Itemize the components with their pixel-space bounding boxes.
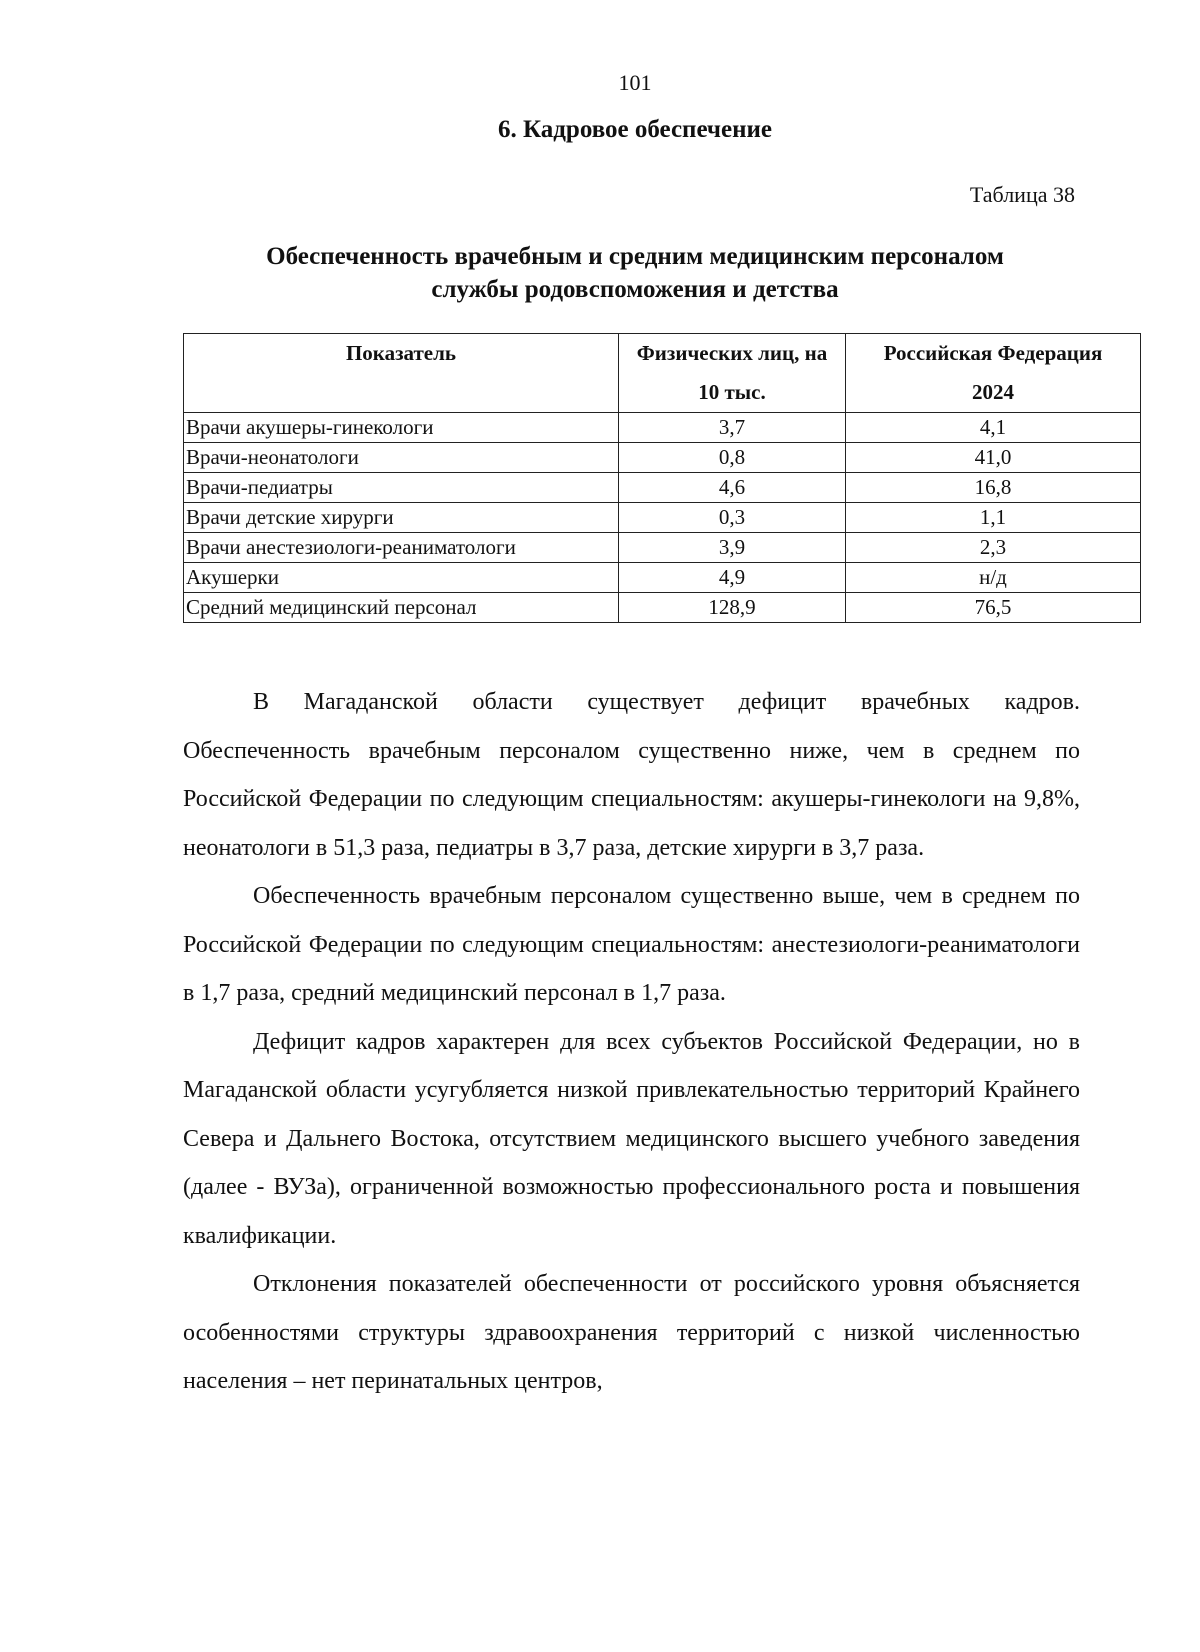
row-indicator-name: Врачи детские хирурги <box>184 503 619 533</box>
row-rf-value: 41,0 <box>846 443 1141 473</box>
row-indicator-name: Врачи акушеры-гинекологи <box>184 413 619 443</box>
table-row <box>184 473 1141 503</box>
row-local-value: 4,9 <box>619 563 846 593</box>
row-rf-value: 76,5 <box>846 593 1141 623</box>
row-local-value: 3,7 <box>619 413 846 443</box>
row-indicator-name: Врачи-неонатологи <box>184 443 619 473</box>
row-rf-value: 16,8 <box>846 473 1141 503</box>
header-indicator-label: Показатель <box>345 341 457 365</box>
row-indicator-name: Врачи-педиатры <box>184 473 619 503</box>
table-title-line-2: службы родовспоможения и детства <box>431 276 839 303</box>
row-local-value: 4,6 <box>619 473 846 503</box>
table-row <box>184 503 1141 533</box>
header-local-line-2: 10 тыс. <box>698 380 766 404</box>
table-header-row <box>184 334 1141 413</box>
row-indicator-name: Средний медицинский персонал <box>184 593 619 623</box>
table-title <box>0 240 1200 306</box>
row-rf-value: 4,1 <box>846 413 1141 443</box>
header-rf-line-1: Российская Федерация <box>883 341 1103 365</box>
table-row <box>184 413 1141 443</box>
table-row <box>184 563 1141 593</box>
row-local-value: 128,9 <box>619 593 846 623</box>
paragraph: Отклонения показателей обеспеченности от российского уровня объясняется особенностями структуры здравоохранения территорий с низкой численностью населения – нет перинатальных центров, <box>183 1271 1080 1394</box>
row-local-value: 0,8 <box>619 443 846 473</box>
row-indicator-name: Акушерки <box>184 563 619 593</box>
header-local <box>619 334 846 413</box>
row-rf-value: 2,3 <box>846 533 1141 563</box>
staffing-table <box>183 333 1141 623</box>
table-row <box>184 533 1141 563</box>
row-rf-value: 1,1 <box>846 503 1141 533</box>
header-rf <box>846 334 1141 413</box>
row-local-value: 3,9 <box>619 533 846 563</box>
paragraph: Дефицит кадров характерен для всех субъектов Российской Федерации, но в Магаданской области усугубляется низкой привлекательностью территорий Крайнего Севера и Дальнего Востока, отсутствием медицинского высшего учебного заведения (далее - ВУЗа), ограниченной возможностью профессионального роста и повышения квалификации. <box>183 1028 1080 1249</box>
table-title-line-1: Обеспеченность врачебным и средним медицинским персоналом <box>266 243 1004 270</box>
row-local-value: 0,3 <box>619 503 846 533</box>
header-indicator <box>184 334 619 413</box>
section-title: 6. Кадровое обеспечение <box>497 116 773 143</box>
table-row <box>184 593 1141 623</box>
body-text <box>183 678 1080 1406</box>
table-row <box>184 443 1141 473</box>
paragraph: Обеспеченность врачебным персоналом существенно выше, чем в среднем по Российской Федерации по следующим специальностям: анестезиологи-реаниматологи в 1,7 раза, средний медицинский персонал в 1,7 раза. <box>183 883 1080 1006</box>
page-number: 101 <box>618 70 652 95</box>
row-rf-value: н/д <box>846 563 1141 593</box>
header-rf-line-2: 2024 <box>972 380 1014 404</box>
table-label: Таблица 38 <box>969 182 1075 207</box>
row-indicator-name: Врачи анестезиологи-реаниматологи <box>184 533 619 563</box>
header-local-line-1: Физических лиц, на <box>636 341 828 365</box>
paragraph: В Магаданской области существует дефицит врачебных кадров. Обеспеченность врачебным персоналом существенно ниже, чем в среднем по Российской Федерации по следующим специальностям: акушеры-гинекологи на 9,8%, неонатологи в 51,3 раза, педиатры в 3,7 раза, детские хирурги в 3,7 раза. <box>183 689 1080 861</box>
